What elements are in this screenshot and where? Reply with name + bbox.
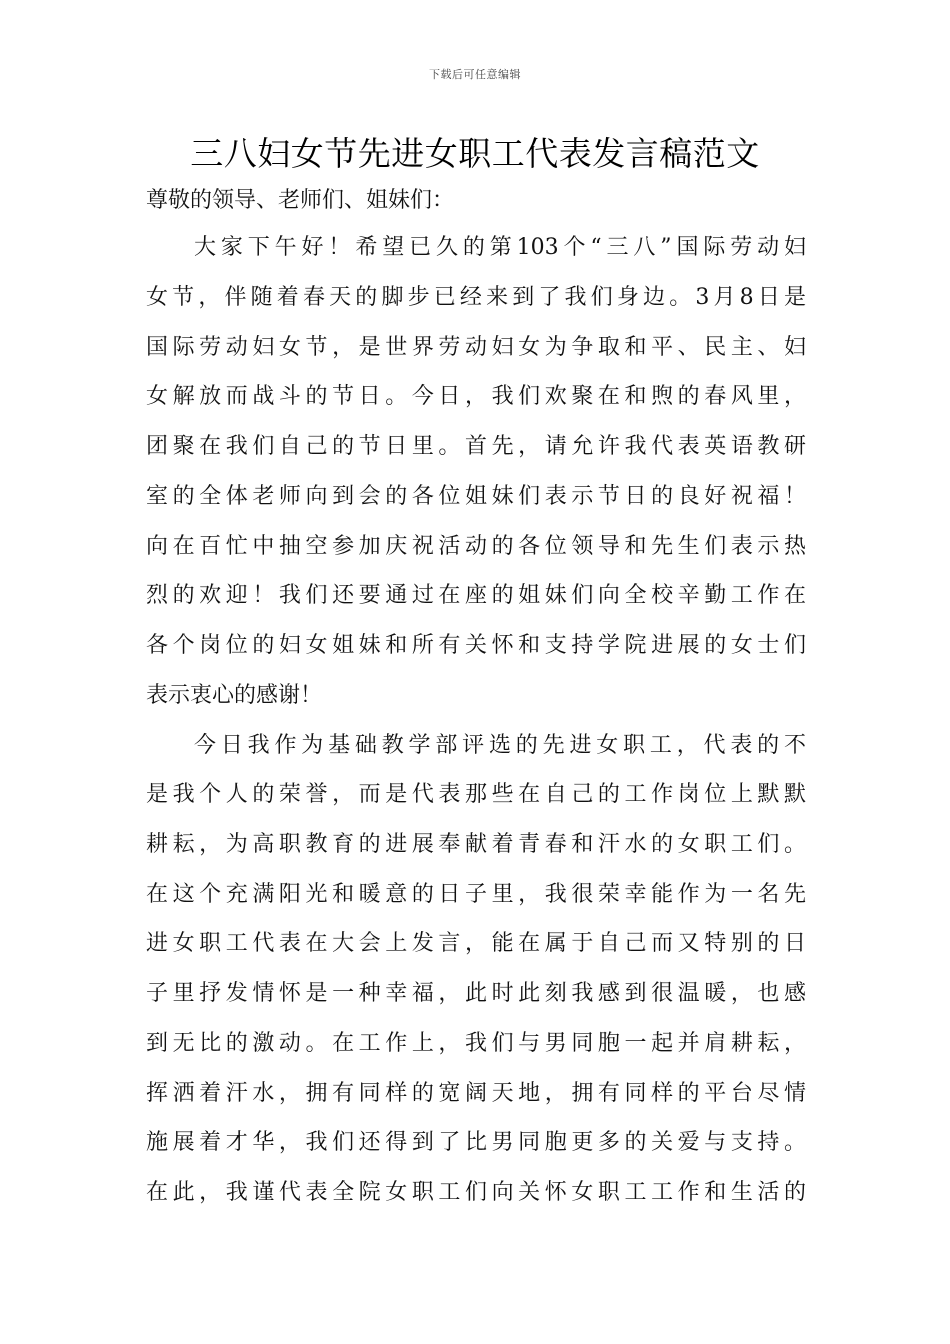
paragraph-line: 挥洒着汗水，拥有同样的宽阔天地，拥有同样的平台尽情 (146, 1081, 806, 1106)
paragraph-line: 大家下午好！希望已久的第103个“三八”国际劳动妇 (194, 235, 806, 260)
paragraph-line: 在这个充满阳光和暖意的日子里，我很荣幸能作为一名先 (146, 882, 806, 907)
paragraph-line: 女解放而战斗的节日。今日，我们欢聚在和煦的春风里， (146, 384, 806, 409)
paragraph-line: 向在百忙中抽空参加庆祝活动的各位领导和先生们表示热 (146, 534, 806, 559)
paragraph-line: 子里抒发情怀是一种幸福，此时此刻我感到很温暖，也感 (146, 981, 806, 1006)
paragraph-line: 施展着才华，我们还得到了比男同胞更多的关爱与支持。 (146, 1130, 806, 1155)
paragraph-line: 到无比的激动。在工作上，我们与男同胞一起并肩耕耘， (146, 1031, 806, 1056)
paragraph-line: 女节，伴随着春天的脚步已经来到了我们身边。3月8日是 (146, 285, 806, 310)
paragraph-line: 进女职工代表在大会上发言，能在属于自己而又特别的日 (146, 931, 806, 956)
salutation: 尊敬的领导、老师们、姐妹们： (146, 188, 455, 213)
paragraph-line: 国际劳动妇女节，是世界劳动妇女为争取和平、民主、妇 (146, 335, 806, 360)
paragraph-line: 耕耘，为高职教育的进展奉献着青春和汗水的女职工们。 (146, 832, 806, 857)
header-note: 下载后可任意编辑 (429, 68, 521, 81)
paragraph-line: 今日我作为基础教学部评选的先进女职工，代表的不 (194, 733, 806, 758)
paragraph-line: 各个岗位的妇女姐妹和所有关怀和支持学院进展的女士们 (146, 633, 806, 658)
paragraph-line: 是我个人的荣誉，而是代表那些在自己的工作岗位上默默 (146, 782, 806, 807)
paragraph-line: 烈的欢迎！我们还要通过在座的姐妹们向全校辛勤工作在 (146, 583, 806, 608)
paragraph-line: 团聚在我们自己的节日里。首先，请允许我代表英语教研 (146, 434, 806, 459)
paragraph-line: 室的全体老师向到会的各位姐妹们表示节日的良好祝福！ (146, 484, 806, 509)
paragraph-line: 表示衷心的感谢！ (146, 683, 323, 708)
paragraph-line: 在此，我谨代表全院女职工们向关怀女职工工作和生活的 (146, 1180, 806, 1205)
document-title: 三八妇女节先进女职工代表发言稿范文 (190, 134, 760, 173)
